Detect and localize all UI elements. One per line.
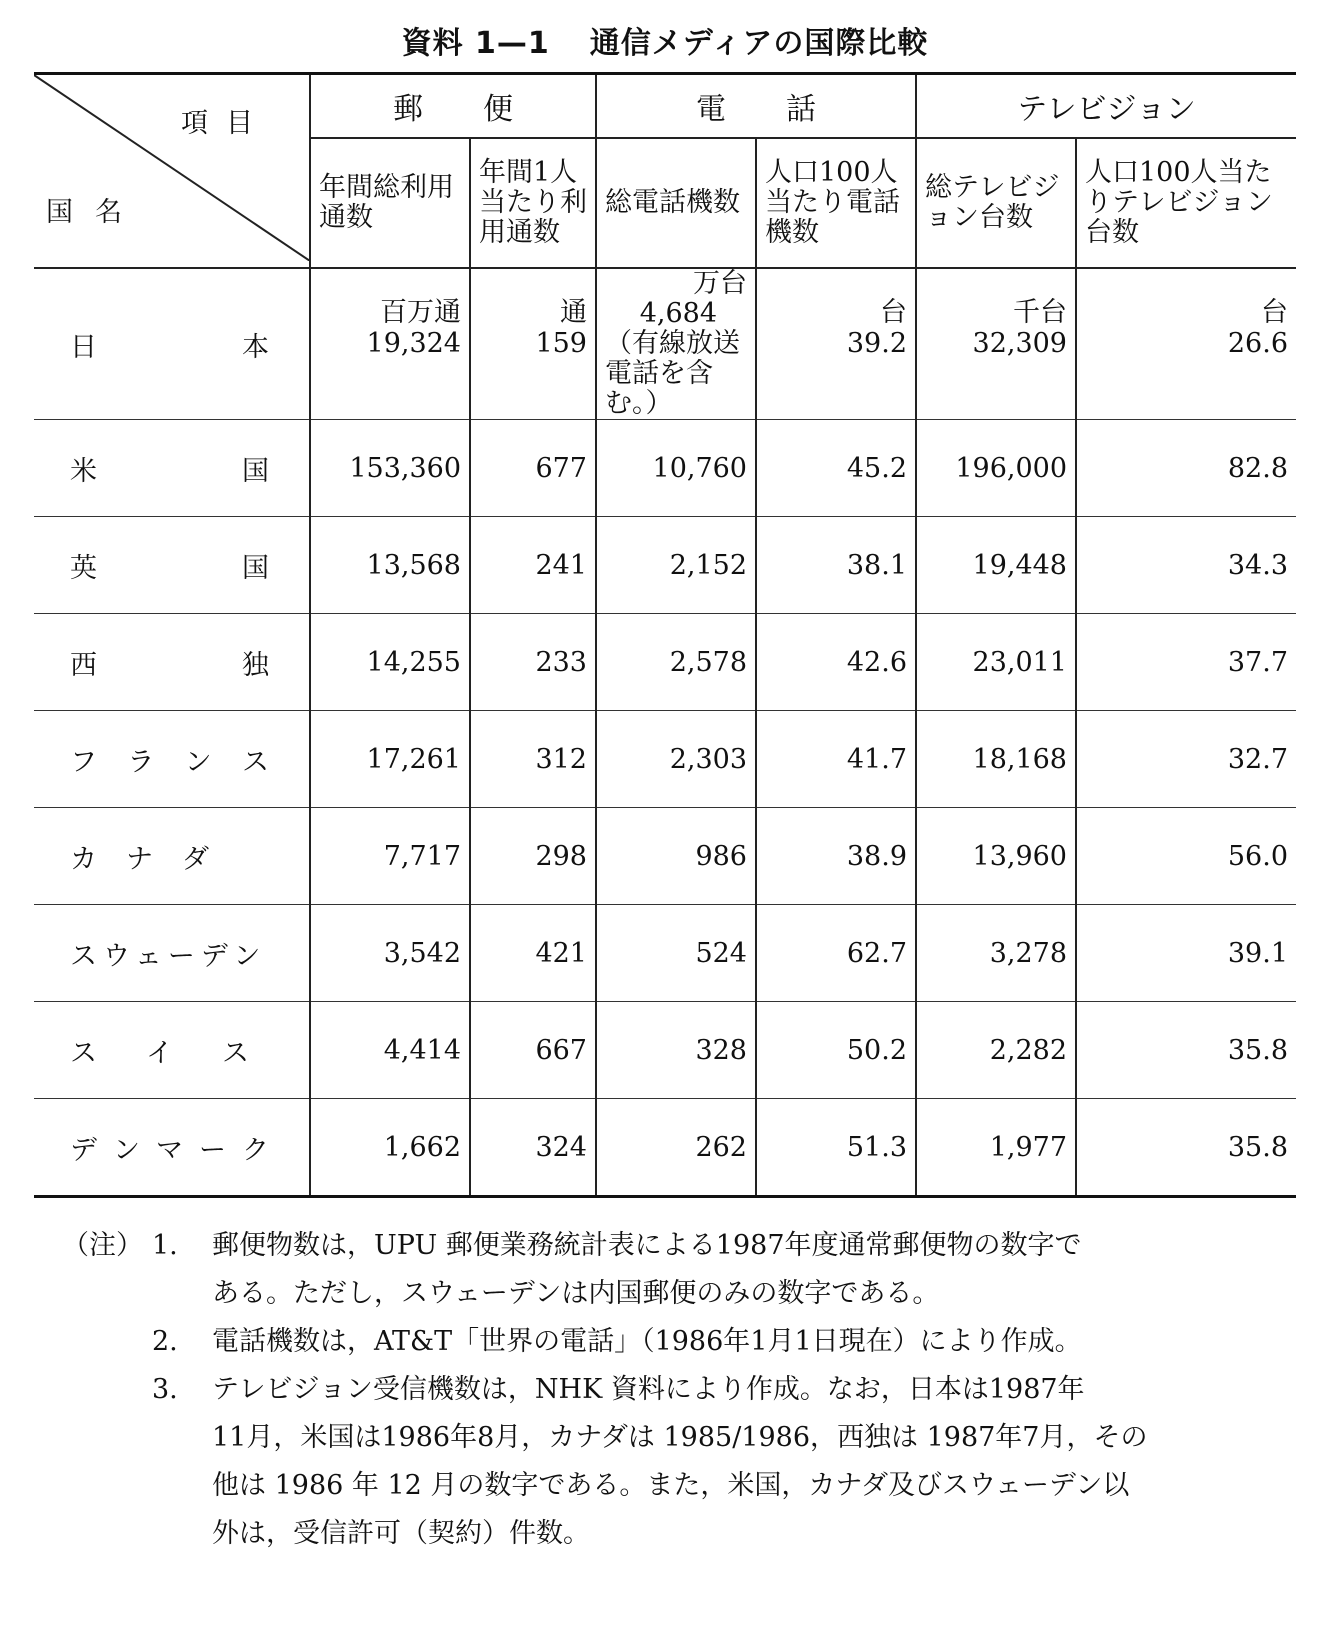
table-cell: 19,324 — [366, 328, 461, 359]
comparison-table — [34, 72, 1296, 1198]
group-television: テレビジョン — [916, 74, 1296, 139]
country-name: ス イ ス — [34, 1002, 310, 1099]
table-row — [34, 420, 1296, 517]
japan-phone-note: （有線放送電話を含む。） — [605, 328, 740, 419]
table-cell: 14,255 — [310, 614, 470, 711]
table-cell: 241 — [470, 517, 596, 614]
country-name: 日 本 — [34, 268, 310, 420]
unit-label: 台 — [1261, 297, 1288, 328]
country-name: 西 独 — [34, 614, 310, 711]
table-cell: 2,282 — [916, 1002, 1076, 1099]
table-row — [34, 1099, 1296, 1197]
table-cell: 51.3 — [756, 1099, 916, 1197]
title-text: 通信メディアの国際比較 — [589, 26, 929, 61]
table-cell: 56.0 — [1076, 808, 1296, 905]
footnote-1: （注） 1. 郵便物数は，UPU 郵便業務統計表による1987年度通常郵便物の数字で — [62, 1222, 1252, 1270]
unit-label: 通 — [560, 297, 587, 328]
corner-country-label: 国名 — [46, 197, 144, 228]
table-row — [34, 268, 1296, 420]
country-name: スウェーデン — [34, 905, 310, 1002]
table-cell: 39.1 — [1076, 905, 1296, 1002]
country-name: フ ラ ン ス — [34, 711, 310, 808]
table-cell: 2,578 — [596, 614, 756, 711]
table-cell: 82.8 — [1076, 420, 1296, 517]
table-row — [34, 905, 1296, 1002]
table-cell: 312 — [470, 711, 596, 808]
table-row — [34, 1002, 1296, 1099]
sub-header-4: 人口100人当たり電話機数 — [756, 138, 916, 268]
country-name: 米 国 — [34, 420, 310, 517]
table-cell: 3,278 — [916, 905, 1076, 1002]
table-cell: 298 — [470, 808, 596, 905]
table-cell: 42.6 — [756, 614, 916, 711]
country-name: カ ナ ダ — [34, 808, 310, 905]
title-label: 資料 1—1 — [401, 26, 550, 61]
table-cell: 23,011 — [916, 614, 1076, 711]
table-cell: 13,960 — [916, 808, 1076, 905]
table-cell: 26.6 — [1227, 328, 1288, 359]
unit-label: 千台 — [1013, 297, 1067, 328]
footnote-2: 2. 電話機数は，AT&T「世界の電話」（1986年1月1日現在）により作成。 — [152, 1326, 1082, 1357]
table-cell: 159 — [535, 328, 587, 359]
table-cell: 41.7 — [756, 711, 916, 808]
header-row-groups — [34, 74, 1296, 139]
table-row — [34, 808, 1296, 905]
sub-header-5: 総テレビジョン台数 — [916, 138, 1076, 268]
table-row — [34, 614, 1296, 711]
table-cell: 3,542 — [310, 905, 470, 1002]
sub-header-6: 人口100人当たりテレビジョン台数 — [1076, 138, 1296, 268]
table-cell: 34.3 — [1076, 517, 1296, 614]
table-cell: 10,760 — [596, 420, 756, 517]
table-cell: 986 — [596, 808, 756, 905]
table-cell: 17,261 — [310, 711, 470, 808]
table-cell: 19,448 — [916, 517, 1076, 614]
footnote-3: 3. テレビジョン受信機数は，NHK 資料により作成。なお，日本は1987年 — [152, 1374, 1085, 1405]
table-cell: 421 — [470, 905, 596, 1002]
table-row — [34, 517, 1296, 614]
table-cell: 38.9 — [756, 808, 916, 905]
table-cell: 62.7 — [756, 905, 916, 1002]
table-cell: 524 — [596, 905, 756, 1002]
corner-cell — [34, 74, 310, 269]
table-cell: 1,977 — [916, 1099, 1076, 1197]
table-cell: 667 — [470, 1002, 596, 1099]
country-name: デ ン マ ー ク — [34, 1099, 310, 1197]
table-cell: 328 — [596, 1002, 756, 1099]
table-cell: 7,717 — [310, 808, 470, 905]
table-cell: 35.8 — [1076, 1099, 1296, 1197]
table-cell: 13,568 — [310, 517, 470, 614]
table-cell: 324 — [470, 1099, 596, 1197]
table-cell: 2,152 — [596, 517, 756, 614]
table-cell: 677 — [470, 420, 596, 517]
unit-label: 万台 — [693, 268, 747, 299]
table-cell: 32.7 — [1076, 711, 1296, 808]
table-cell: 233 — [470, 614, 596, 711]
table-row — [34, 711, 1296, 808]
table-cell: 4,414 — [310, 1002, 470, 1099]
sub-header-1: 年間総利用通数 — [310, 138, 470, 268]
table-cell: 1,662 — [310, 1099, 470, 1197]
table-cell: 39.2 — [846, 328, 907, 359]
sub-header-3: 総電話機数 — [596, 138, 756, 268]
unit-label: 台 — [880, 297, 907, 328]
notes-label: （注） — [62, 1230, 143, 1261]
table-cell: 153,360 — [310, 420, 470, 517]
table-cell: 18,168 — [916, 711, 1076, 808]
table-cell: 45.2 — [756, 420, 916, 517]
group-telephone: 電 話 — [596, 74, 916, 139]
unit-label: 百万通 — [380, 297, 461, 328]
page-title — [0, 18, 1330, 62]
table-cell: 37.7 — [1076, 614, 1296, 711]
table-cell: 262 — [596, 1099, 756, 1197]
table-cell: 50.2 — [756, 1002, 916, 1099]
table-cell: 35.8 — [1076, 1002, 1296, 1099]
table-cell: 38.1 — [756, 517, 916, 614]
footnotes: （注） 1. 郵便物数は，UPU 郵便業務統計表による1987年度通常郵便物の数字で ある。ただし，スウェーデンは内国郵便のみの数字である。 2. 電話機数は，AT&T「世界の電話」（1986年1月1日現在）により作成。 3. テレビジョン受信機数は，NHK 資料により作成。なお，日本は1987年 11月，米国は1986年8月，カナダは 1985/1986，西独は 1987年7月，その 他は 1986 年 12 月の数字である。また，米国，カナダ及びスウェーデン以 外は，受信許可（契約）件数。 — [62, 1222, 1252, 1558]
table-cell: 196,000 — [916, 420, 1076, 517]
corner-item-label: 項目 — [181, 108, 271, 139]
table-cell: 4,684 — [639, 298, 717, 329]
sub-header-2: 年間1人当たり利用通数 — [470, 138, 596, 268]
table-cell: 32,309 — [972, 328, 1067, 359]
country-name: 英 国 — [34, 517, 310, 614]
table-cell: 2,303 — [596, 711, 756, 808]
group-postal: 郵 便 — [310, 74, 596, 139]
